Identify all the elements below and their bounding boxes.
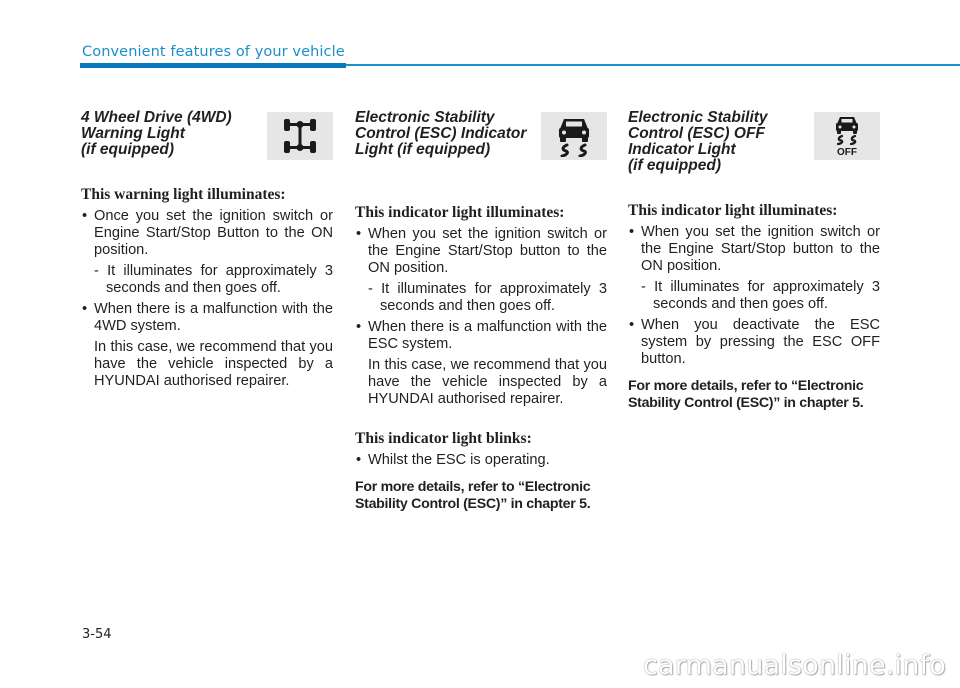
sub-item-text: - It illuminates for approximately 3 seconds and then goes off. [94, 263, 333, 296]
esc-off-icon-label: OFF [837, 147, 857, 157]
section-esc-off-indicator-light [628, 108, 880, 412]
section-heading [81, 108, 333, 160]
esc-off-indicator-icon [814, 112, 880, 160]
header-rule-dark [80, 63, 346, 68]
list-item [355, 319, 607, 408]
subheading: This indicator light blinks: [355, 430, 532, 447]
title-line: Warning Light [81, 125, 185, 142]
bullet-text: • When you deactivate the ESC system by pressing the ESC OFF button. [641, 317, 880, 367]
list-item [81, 301, 333, 390]
section-4wd-warning-light [81, 108, 333, 392]
note-text: In this case, we recommend that you have the vehicle inspected by a HYUNDAI authorised repairer. [94, 339, 333, 389]
list-item [628, 317, 880, 368]
bullet-text: • When there is a malfunction with the ESC system. [368, 319, 607, 352]
subheading: This indicator light illuminates: [355, 204, 565, 221]
title-line: Control (ESC) OFF [628, 125, 765, 142]
bullet-text: • Whilst the ESC is operating. [368, 452, 550, 468]
list-item [355, 226, 607, 315]
chapter-title: Convenient features of your vehicle [82, 44, 345, 60]
title-line: (if equipped) [628, 157, 721, 174]
page-number: 3-54 [82, 627, 112, 642]
esc-indicator-icon [541, 112, 607, 160]
list-item [355, 452, 607, 469]
header-rule-light [346, 64, 960, 66]
title-line: Control (ESC) Indicator [355, 125, 527, 142]
title-line: Electronic Stability [355, 109, 495, 126]
watermark: carmanualsonline.info [643, 650, 946, 681]
reference-note: For more details, refer to “Electronic Stability Control (ESC)” in chapter 5. [628, 378, 864, 411]
title-line: 4 Wheel Drive (4WD) [81, 109, 232, 126]
sub-item-text: - It illuminates for approximately 3 seconds and then goes off. [641, 279, 880, 312]
subheading: This warning light illuminates: [81, 186, 286, 203]
title-line: Light (if equipped) [355, 141, 491, 158]
subheading: This indicator light illuminates: [628, 202, 838, 219]
title-line: (if equipped) [81, 141, 174, 158]
section-heading [628, 108, 880, 174]
4wd-warning-icon [267, 112, 333, 160]
list-item [628, 224, 880, 313]
reference-note: For more details, refer to “Electronic Stability Control (ESC)” in chapter 5. [355, 479, 591, 512]
bullet-list [355, 226, 607, 408]
bullet-text: • Once you set the ignition switch or Engine Start/Stop Button to the ON position. [94, 208, 333, 258]
bullet-list [628, 224, 880, 368]
note-text: In this case, we recommend that you have the vehicle inspected by a HYUNDAI authorised repairer. [368, 357, 607, 407]
bullet-list [355, 452, 607, 469]
sub-item-text: - It illuminates for approximately 3 seconds and then goes off. [368, 281, 607, 314]
title-line: Electronic Stability [628, 109, 768, 126]
list-item [81, 208, 333, 297]
bullet-list [81, 208, 333, 390]
title-line: Indicator Light [628, 141, 736, 158]
section-heading [355, 108, 607, 160]
section-esc-indicator-light [355, 108, 607, 513]
bullet-text: • When there is a malfunction with the 4WD system. [94, 301, 333, 334]
bullet-text: • When you set the ignition switch or the Engine Start/Stop button to the ON position. [368, 226, 607, 276]
bullet-text: • When you set the ignition switch or the Engine Start/Stop button to the ON position. [641, 224, 880, 274]
